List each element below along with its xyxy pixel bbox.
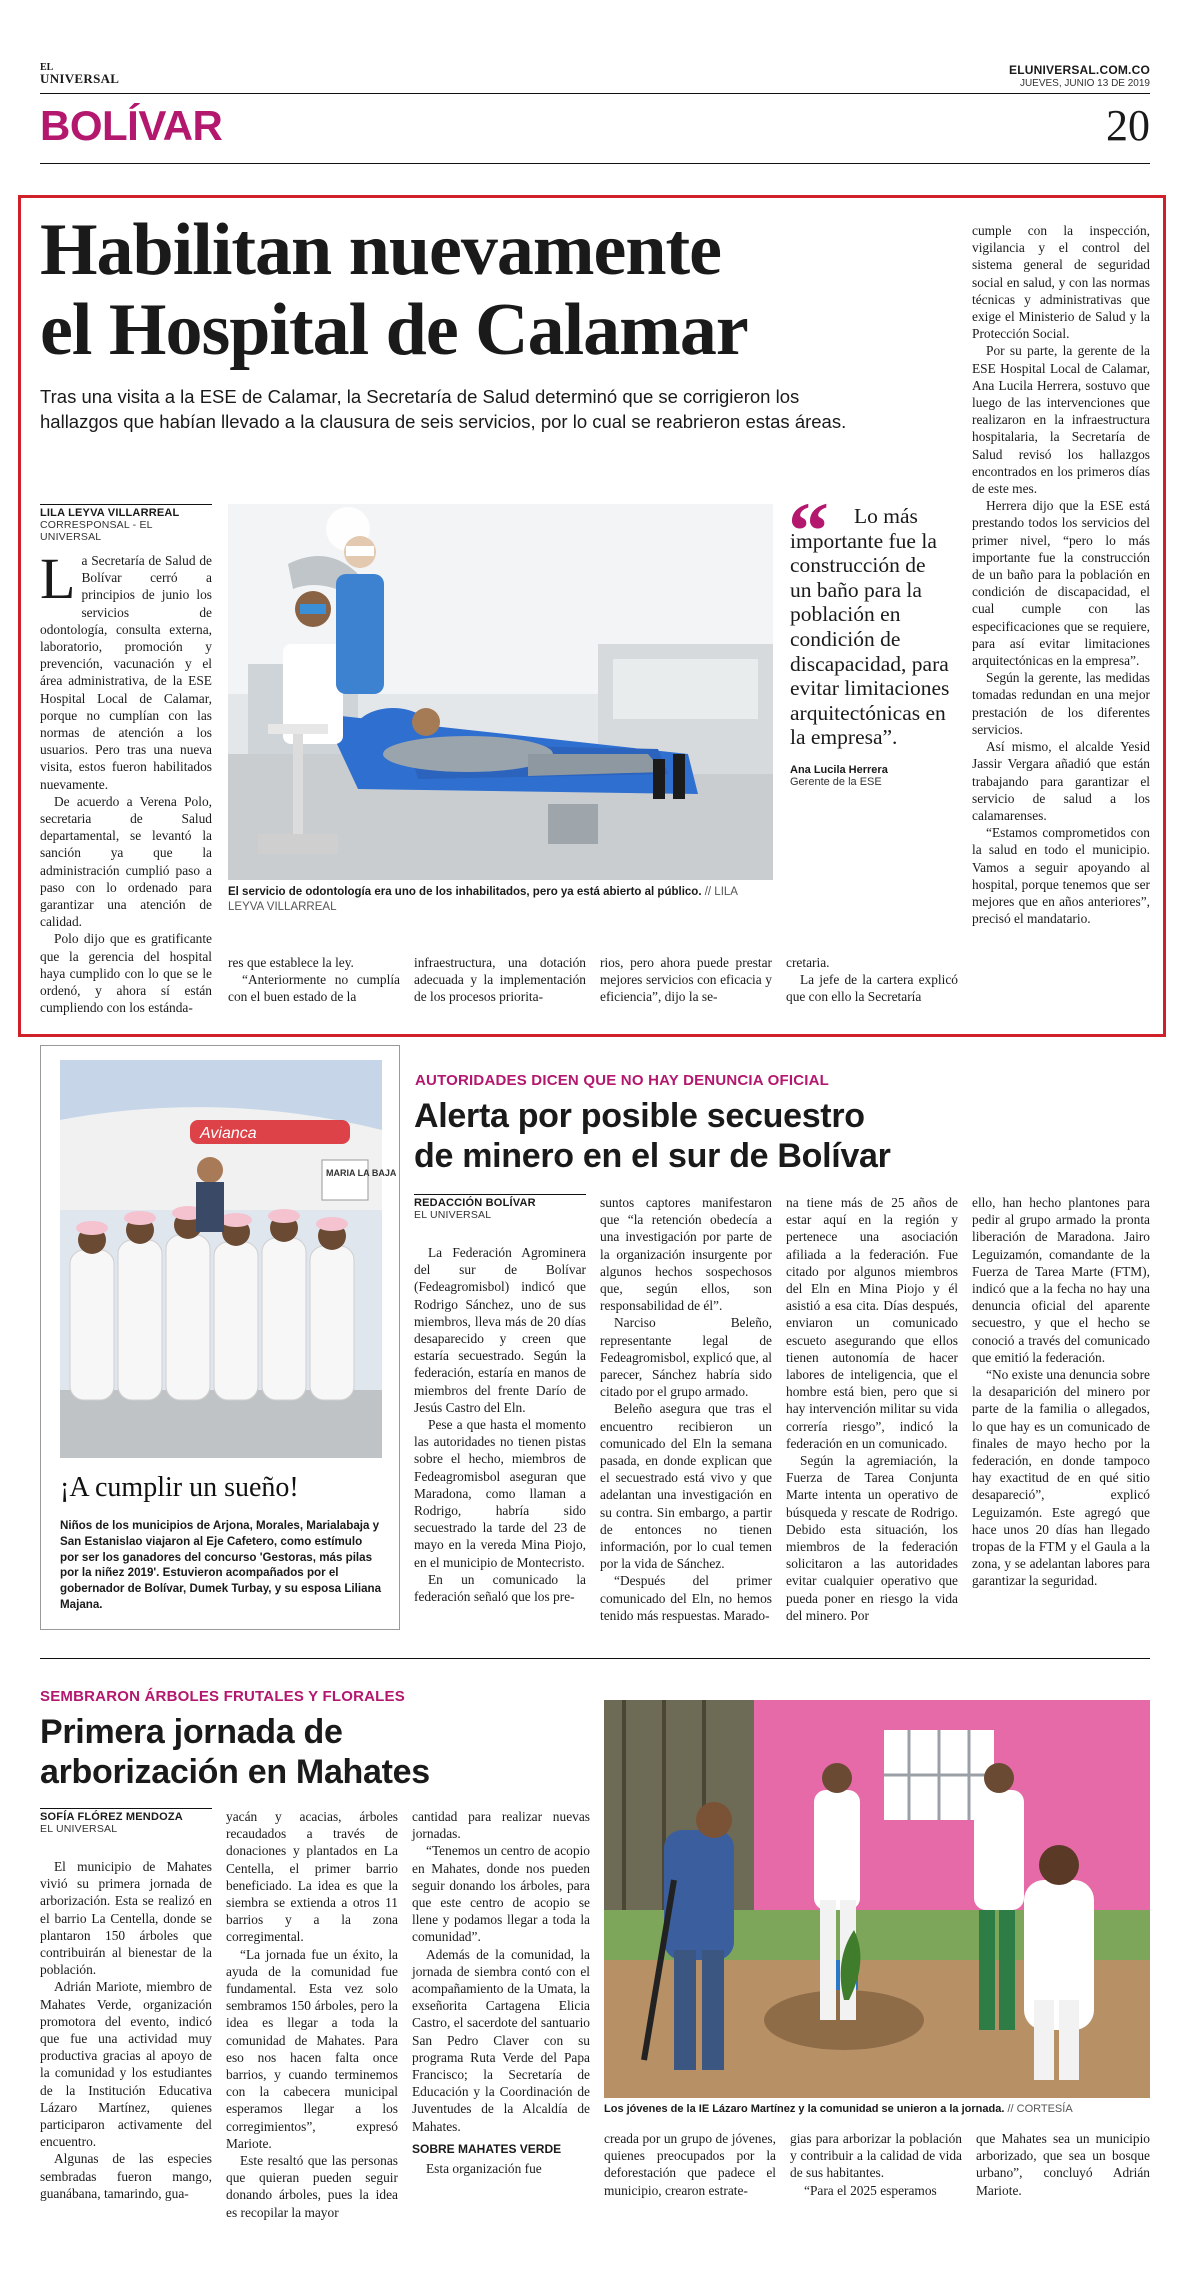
section-title: BOLÍVAR [40,102,223,149]
photo-credit: // LILA LEYVA VILLARREAL [228,886,738,913]
paragraph: La Federación Agrominera del sur de Bolívar (Fedeagromisbol) indicó que Rodrigo Sánchez, uno de sus miembros, lleva más de 20 días desaparecido y creen que estaría secuestrado. Según la federación, estaría en manos de miembros del frente Darío de Jesús Castro del Eln. [414,1245,586,1415]
paragraph: yacán y acacias, árboles recaudados a través de donaciones y plantados en La Centella, el primer barrio beneficiado. La idea es que la siembra se extienda a otros 11 barrios y a la zona corregimental. [226,1809,398,1945]
article3-kicker: SEMBRARON ÁRBOLES FRUTALES Y FLORALES [40,1688,405,1705]
paragraph: Beleño asegura que tras el encuentro recibieron un comunicado del Eln la semana pasada, en donde explican que el secuestrado está vivo y que adelantan una investigación en su contra. Sin embargo, a partir de entonces no tienen información, por lo cual temen por la vida de Sánchez. [600,1401,772,1572]
article2-headline [414,1096,1154,1176]
article2-column-4 [972,1194,1150,1636]
article1-byline [40,504,212,543]
article1-headline-line2: el Hospital de Calamar [40,289,748,371]
article1-photo-caption [228,885,773,915]
paragraph: cumple con la inspección, vigilancia y el control del sistema general de seguridad social en salud, y con las normas técnicas y administrativas que exige el Ministerio de Salud y la Protección Social. [972,223,1150,342]
paragraph: que Mahates sea un municipio arborizado, que sea un bosque urbano”, concluyó Adrián Mariote. [976,2131,1150,2198]
paragraph: Según la gerente, las medidas tomadas redundan en una mejor prestación de los diferentes servicios. [972,670,1150,737]
article2-headline-line2: de minero en el sur de Bolívar [414,1137,891,1175]
article3-column-6 [976,2130,1150,2240]
paragraph: Esta organización fue [426,2161,542,2177]
paragraph: “Después del primer comunicado del Eln, no hemos tenido más respuestas. Marado- [600,1573,772,1623]
paragraph: ello, han hecho plantones para pedir al grupo armado la pronta liberación de Maradona. Jairo Leguizamón, comandante de la Fuerza de Tarea Marte (FTM), indicó que a la fecha no hay una denuncia oficial del aparente secuestro, y que el hecho se conoció a través del comunicado que emitió la federación. [972,1195,1150,1365]
photo-credit: // CORTESÍA [1007,2103,1073,2115]
article2-byline [414,1194,586,1221]
paragraph: Polo dijo que es gratificante que la gerencia del hospital haya cumplido con lo que se le ordenó, y ahora sí están cumpliendo con los estánda- [40,931,212,1016]
article1-headline [40,210,960,370]
masthead-date: JUEVES, JUNIO 13 DE 2019 [1019,78,1150,89]
sign-text: MARIA LA BAJA [326,1168,397,1178]
paragraph: “La jornada fue un éxito, la ayuda de la comunidad fue fundamental. Esta vez solo sembramos 150 árboles, pero la idea es llegar a toda la comunidad de Mahates. Para eso nos hacen falta once barrios, y cuando terminemos con la cabecera municipal esperamos llegar a los corregimientos”, expresó Mariote. [226,1946,398,2151]
article2-kicker: AUTORIDADES DICEN QUE NO HAY DENUNCIA OFICIAL [415,1072,830,1089]
paragraph: gias para arborizar la población y contribuir a la calidad de vida de sus habitantes. [790,2131,962,2181]
article1-headline-line1: Habilitan nuevamente [40,209,721,291]
subheading: SOBRE MAHATES VERDE [412,2141,562,2156]
article3-column-4 [604,2130,776,2240]
article1-column-6 [972,222,1150,1020]
dental-office-photo [228,504,773,880]
dental-scene-illustration [228,504,773,880]
paragraph: El municipio de Mahates vivió su primera jornada de arborización. Esta se realizó en el barrio La Centella, donde se plantaron 150 árboles que contribuirán al bienestar de la población. [40,1859,212,1978]
paragraph: Pese a que hasta el momento las autoridades no tienen pistas sobre el hecho, miembros de Fedeagromisbol aseguran que Maradona, como llaman a Rodrigo, habría sido secuestrado la tarde del 23 de mayo en la vereda Mina Piojo, en el municipio de Montecristo. [414,1417,586,1570]
logo-line-1: EL [40,62,54,73]
paragraph: infraestructura, una dotación adecuada y la implementación de los procesos priorita- [414,955,586,1005]
caption-text: Los jóvenes de la IE Lázaro Martínez y la comunidad se unieron a la jornada. [604,2103,1005,2115]
children-group-photo [60,1060,397,1458]
paragraph: “No existe una denuncia sobre la desaparición del minero por parte de la familia o allegados, lo que hay es un comunicado de finales de mayo hecho por la federación, en donde tampoco hay exactitud de en qué sitio desapareció”, explicó Leguizamón. Este agregó que hace unos 20 días han llegado tropas de la FTM y el Gaula a la zona, y se adelantan labores para garantizar la seguridad. [972,1367,1150,1589]
author-role: EL UNIVERSAL [414,1209,492,1221]
caption-text: Niños de los municipios de Arjona, Morales, Marialabaja y San Estanislao viajaron al Eje Cafetero, como estímulo por ser los ganadores del concurso 'Gestoras, más pilas por la niñez 2019'. Estuvieron acompañados por el gobernador de Bolívar, Dumek Turbay, y su esposa Liliana Majana. [60,1519,382,1611]
article2-column-2 [600,1194,772,1636]
paragraph: “Para el 2025 esperamos [804,2182,937,2198]
article3-column-5 [790,2130,962,2240]
masthead-logo [40,62,119,84]
paragraph: cantidad para realizar nuevas jornadas. [412,1809,590,1842]
article1-column-1 [40,546,212,1016]
paragraph: Por su parte, la gerente de la ESE Hospital Local de Calamar, Ana Lucila Herrera, sostuvo que luego de las intervenciones que realizaron en la infraestructura hospitalaria, la Secretaría de Salud revisó los hallazgos encontrados en los primeros días de este mes. [972,343,1150,497]
page-number: 20 [1106,101,1150,150]
paragraph: En un comunicado la federación señaló que los pre- [414,1571,586,1605]
article1-lead: Tras una visita a la ESE de Calamar, la Secretaría de Salud determinó que se corrigieron los hallazgos que habían llevado a la clausura de seis servicios, por lo cual se reabrieron estas áreas. [40,386,847,432]
masthead-top-rule [40,93,1150,94]
paragraph: La jefe de la cartera explicó que con ello la Secretaría [786,972,958,1005]
drop-cap: L [40,546,76,611]
article3-column-3 [412,1808,590,2240]
pull-quote [788,485,950,788]
paragraph: suntos captores manifestaron que “la retención obedecía a una investigación por parte de la organización insurgente por algunos hechos sospechosos que, según ellos, son responsabilidad de él”. [600,1195,772,1314]
masthead-bottom-rule [40,163,1150,164]
article3-column-2 [226,1808,398,2240]
paragraph: Además de la comunidad, la jornada de siembra contó con el acompañamiento de la Umata, la exseñorita Cartagena Elicia Castro, el sacerdote del santuario San Pedro Claver con su programa Ruta Verde del Papa Francisco; la Secretaría de Educación y la Coordinación de Juventudes de la Alcaldía de Mahates. [412,1946,590,2134]
paragraph: De acuerdo a Verena Polo, secretaria de Salud departamental, se levantó la sanción ya que la administración cumplió paso a paso con lo ordenado para garantizar una atención de calidad. [40,793,212,930]
paragraph: “Estamos comprometidos con la salud en todo el municipio. Vamos a seguir apoyando al hospital, porque tenemos que ser mejores que en años anteriores”, precisó el mandatario. [972,825,1150,927]
paragraph: cretaria. [786,955,830,970]
paragraph: Este resaltó que las personas que quieran pueden seguir donando árboles, pues la idea es recopilar la mayor [226,2153,398,2220]
section-divider [40,1658,1150,1659]
paragraph: “Anteriormente no cumplía con el buen estado de la [228,972,400,1005]
author-role: EL UNIVERSAL [40,1823,118,1835]
paragraph: rios, pero ahora puede prestar mejores servicios con eficacia y eficiencia”, dijo la se- [600,955,772,1005]
author-name: REDACCIÓN BOLÍVAR [414,1194,586,1209]
pull-quote-text: Lo más importante fue la construcción de un baño para la población en condición de discapacidad, para evitar limitaciones arquitectónicas en la empresa”. [790,504,950,750]
article2-column-1 [414,1244,586,1636]
paragraph: Herrera dijo que la ESE está prestando todos los servicios del primer nivel, “pero lo más importante fue la construcción de un baño para la población en condición de discapacidad, el cual cumple con las especificaciones que se requiere, para así evitar limitaciones arquitectónicas en la empresa”. [972,498,1150,669]
paragraph: na tiene más de 25 años de estar aquí en la región y pertenece una asociación afiliada a la federación. Fue citado por algunos miembros del Eln en Mina Piojo y él asistió a esa cita. Días después, enviaron un comunicado escueto asegurando que ellos tienen autonomía de hacer labores de inteligencia, que el hombre está bien, pero que si hay intervención militar su vida correría riesgo”, indicó la federación en un comunicado. [786,1195,958,1451]
article3-headline-line1: Primera jornada de [40,1713,343,1751]
article3-byline [40,1808,212,1835]
paragraph: “Tenemos un centro de acopio en Mahates, donde nos pueden seguir donando los árboles, para que este centro de acopio se llene y podamos llegar a toda la comunidad”. [412,1843,590,1945]
tree-planting-photo [604,1700,1150,2098]
pull-quote-role: Gerente de la ESE [790,775,882,788]
author-name: SOFÍA FLÓREZ MENDOZA [40,1808,212,1823]
paragraph: a Secretaría de Salud de Bolívar cerró a principios de junio los servicios de odontología, consulta externa, laboratorio, promoción y prevención, vacunación y el área administrativa, de la ESE Hospital Local de Calamar, porque no cumplían con las normas de atención a los usuarios. Pero tras una nueva visita, estos fueron habilitados nuevamente. [40,553,212,792]
article2-column-3 [786,1194,958,1636]
paragraph: creada por un grupo de jóvenes, quienes preocupados por la deforestación que padece el municipio, crearon estrate- [604,2131,776,2198]
sidebar-caption [60,1518,382,1613]
sidebar-title: ¡A cumplir un sueño! [60,1472,299,1503]
article2-headline-line1: Alerta por posible secuestro [414,1097,865,1135]
author-role: CORRESPONSAL - EL UNIVERSAL [40,519,153,543]
article1-column-3 [414,954,586,1005]
article1-column-4 [600,954,772,1005]
children-scene-illustration [60,1060,397,1458]
caption-text: El servicio de odontología era uno de los inhabilitados, pero ya está abierto al público. [228,886,702,898]
author-name: LILA LEYVA VILLARREAL [40,504,212,519]
article3-column-1 [40,1858,212,2240]
paragraph: Narciso Beleño, representante legal de Fedeagromisbol, explicó que, al parecer, Sánchez habría sido citado por el grupo armado. [600,1315,772,1400]
masthead-website[interactable]: ELUNIVERSAL.COM.CO [1009,63,1150,77]
pull-quote-author: Ana Lucila Herrera [790,763,888,776]
paragraph: Según la agremiación, la Fuerza de Tarea Conjunta Marte intenta un operativo de búsqueda y rescate de Rodrigo. Debido esta situación, los miembros de la federación solicitaron a las autoridades evitar cualquier operativo que pueda poner en riesgo la vida del minero. Por [786,1453,958,1623]
paragraph: Algunas de las especies sembradas fueron mango, guanábana, tamarindo, gua- [40,2151,212,2201]
paragraph: Adrián Mariote, miembro de Mahates Verde, organización promotora del evento, indicó que fue una actividad muy productiva gracias al apoyo de la comunidad y los estudiantes de la Institución Educativa Lázaro Martínez, quienes participaron activamente del encuentro. [40,1979,212,2150]
article3-headline [40,1712,600,1792]
article1-column-2 [228,954,400,1005]
planting-scene-illustration [604,1700,1150,2098]
logo-line-2: UNIVERSAL [40,71,120,86]
article3-photo-caption [604,2102,1150,2117]
paragraph: res que establece la ley. [228,955,354,970]
article3-headline-line2: arborización en Mahates [40,1753,430,1791]
article1-column-5 [786,954,958,1005]
paragraph: Así mismo, el alcalde Yesid Jassir Vergara añadió que están trabajando para garantizar el servicio de salud a los calamarenses. [972,739,1150,823]
plane-livery-text: Avianca [200,1125,257,1142]
quote-mark-icon: “ [788,485,829,576]
